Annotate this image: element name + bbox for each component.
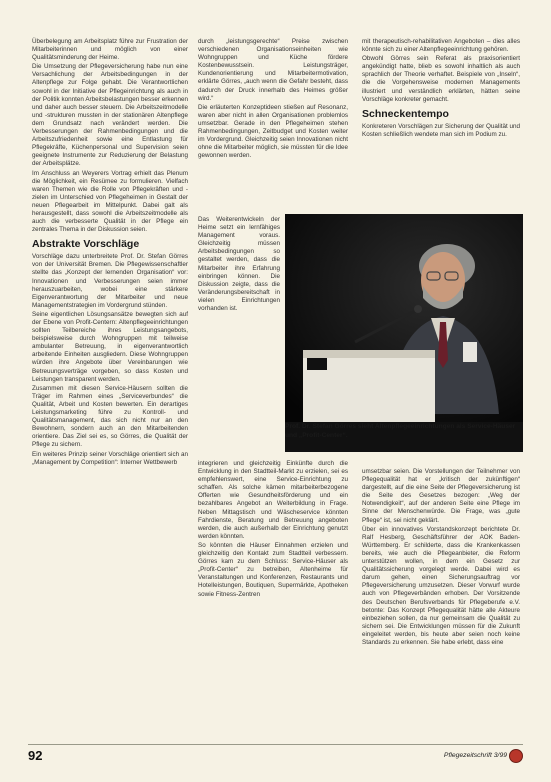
page-number: 92 [28,748,43,763]
article-column-2 [198,38,348,214]
paragraph: Die Umsetzung der Pflegeversicherung habe nun eine Versachlichung der Arbeitsbedingungen in der Altenpflege zur Folge gehabt. Die Verantwortlichen sowohl in der Initiative der Pflegeinrichtung als auch in der Politik konnten Arbeitsbelastungen besser erkennen und daher auch besser steuern. Die Arbeitszeitmodelle und -strukturen mussten in der stationären Altenpflege dem Grundsatz nach verändert werden. Die Verbesserungen der Rahmenbedingungen und die Arbeitszufriedenheit sowie eine Entlastung für Pflegekräfte, Küchenpersonal und Supervision seien geeignete Instrumente zur Reduzierung der Belastung der Arbeitsplätze. [32,63,188,168]
speaker-photo [285,214,523,452]
paragraph: Überbelegung am Arbeitsplatz führe zur Frustration der Mitarbeiterinnen und möglich von einer Qualitätsminderung der Heime. [32,38,188,62]
magazine-issue: Pflegezeitschrift 3/99 [443,752,507,759]
paragraph: Obwohl Görres sein Referat als praxisorientiert angekündigt hatte, blieb es sowohl inhaltlich als auch sprachlich der Theorie verhaftet. Beispiele von „Inseln“, die die Vorgehensweise modernen Managements illustriert und verständlich erklärten, hätten seine Vorschläge konkreter gemacht. [362,55,520,103]
section-heading-abstrakt: Abstrakte Vorschläge [32,238,140,251]
section-heading-schnecken: Schneckentempo [362,107,449,120]
paragraph: mit therapeutisch-rehabilitativen Angeboten – dies alles könnte sich zu einer Altenpflegeeinrichtung gehören. [362,38,520,54]
article-column-2-narrow [198,216,280,422]
article-column-3-top [362,38,520,140]
speaker-photo-image [285,214,523,422]
paragraph: Über ein innovatives Vorstandskonzept berichtete Dr. Ralf Hesberg, Geschäftsführer der AOK Baden-Württemberg. Er schilderte, dass die Krankenkassen bereits, wie auch die Pflegeanbieter, die Reform unterstützen wollen, in dem ein Gesetz zur Qualitätssicherung vorgelegt werde. Dabei wird es darum gehen, einen Sicherungsauftrag vor Pflegeversicherung umzusetzen. Dieser Vorwurf wurde auch von Pflegeverbänden erhoben. Der Vorsitzende des Deutschen Berufsverbands für Pflegeberufe e.V. betonte: Das Konzept Pflegequalität hätte alle Akteure einbeziehen sollen, da nur gemeinsam die Qualität zu sichern sei. Die Entwicklungen müssen für die Zukunft eingeleitet werden, bis heute aber seien noch keine Standards zu erkennen. Sie habe erlebt, dass eine [362,525,520,646]
paragraph: Ein weiteres Prinzip seiner Vorschläge orientiert sich an „Management by Competition“: Interner Wettbewerb [32,450,188,466]
magazine-logo-icon [509,749,523,763]
article-column-2-lower [198,460,348,740]
photo-caption: Prof. Dr. Stefan Görres sieht Altenpflegeeinrichtungen als Service-Häuser und „Profit-Center“. [285,423,516,439]
paragraph: integrieren und gleichzeitig Einkünfte durch die Entwicklung in den Stadtteil-Markt zu erzielen, sei es empfehlenswert, eine Service-Einrichtung zu schaffen. Als solche kämen mitarbeiterbezogene Offerten wie Gesundheitsförderung und ein bezahlbares Angebot an Weiterbildung in Frage. Neben Mittagstisch und Wäscheservice könnten Fahrdienste, Beratung und Betreuung angeboten werden, die auch außerhalb der Einrichtung genutzt werden könnten. [198,460,348,540]
footer-rule [28,744,523,745]
paragraph: Vorschläge dazu unterbreitete Prof. Dr. Stefan Görres von der Universität Bremen. Die Pflegewissenschaftler stellte das „Konzept der lernenden Organisation“ vor: Innovationen und Verbesserungen seien immer herauszuarbeiten, wobei eine stärkere Eigenverantwortung der Mitarbeiter und neue Managementstrategien im Vordergrund stünden. [32,253,188,309]
paragraph: Seine eigentlichen Lösungsansätze bewegten sich auf der Ebene von Profit-Centern: Altenpflegeeinrichtungen sollten Teilbereiche ihres Leistungsangebots, beispielsweise durch Wohngruppen mit teilweise ambulanter Betreuung, in eigenverantwortlich arbeitende Einheiten ausgliedern. Diese Wohngruppen würden ihre Angebote über Vereinbarungen wie Betreuungsverträge vorgeben, so dass Kosten und Leistungen transparent werden. [32,310,188,383]
paragraph: Im Anschluss an Weyerers Vortrag erhielt das Plenum die Möglichkeit, ein Resümee zu formulieren. Vielfach waren Themen wie die Rolle von Pflegekräften und -zielen im Unterschied von Pflegeheimen in Gestalt der neuen Pflegearbeit im Mittelpunkt. Dabei galt als herausgestellt, dass sowohl die Arbeitszeitmodelle als auch die verbesserte Qualität in der Pflege ein zentrales Thema in der Diskussion seien. [32,169,188,234]
paragraph: Das Weiterentwickeln der Heime setzt ein lernfähiges Management voraus. Gleichzeitig müssen Arbeitsbedingungen so gestaltet werden, dass die Mitarbeiter ihre Erfahrung einbringen können. Die Diskussion zeigte, dass die Veränderungsbereitschaft in vielen Einrichtungen vorhanden ist. [198,216,280,313]
article-column-3-bottom [362,468,520,740]
paragraph: Zusammen mit diesen Service-Häusern sollten die Träger im Rahmen eines „Serviceverbundes“ die Qualität, Arbeit und Kosten bewerten. Ein derartiges Leistungsmarketing führe zu Kontroll- und Qualitätsmanagement, das sich nicht nur an den Bewohnern, sondern auch an den Mitarbeitenden orientiere. Das Ziel sei es, so Görres, die Qualität der Pflege zu sichern. [32,384,188,449]
paragraph: So könnten die Häuser Einnahmen erzielen und gleichzeitig den Kontakt zum Stadtteil verbessern. Görres kam zu dem Schluss: Service-Häuser als „Profit-Center“ zu betreiben, Altenheime für Veranstaltungen und Konferenzen, Restaurants und Hotelleistungen, Boutiquen, Supermärkte, Apotheken sowie Fitness-Zentren [198,541,348,598]
paragraph: durch „leistungsgerechte“ Preise zwischen verschiedenen Organisationseinheiten wie Wohngruppen und Küche fördere Kostenbewusstsein. Leistungsträger, Kundenorientierung und Mitarbeitermotivation, erklärte Görres, „auch wenn die Gefahr besteht, dass dadurch der Druck innerhalb des Heimes größer wird.“ [198,38,348,102]
paragraph: Die erläuterten Konzeptideen stießen auf Resonanz, waren aber nicht in allen Organisationen problemlos umsetzbar. Gerade in den Pflegeheimen stehen Rahmenbedingungen, Zeitbudget und Kosten weiter im Vordergrund. Gleichzeitig seien Innovationen nicht ohne die Mitarbeiter möglich, sie müssten für die Idee gewonnen werden. [198,103,348,160]
article-column-1 [32,38,188,468]
paragraph: Konkreteren Vorschlägen zur Sicherung der Qualität und Kosten schließlich wendete man sich im Podium zu. [362,122,520,138]
paragraph: umsetzbar seien. Die Vorstellungen der Teilnehmer von Pflegequalität hat er „kritisch der zukünftigen“ dargestellt, auf die eine Seite der Pflegeversicherung ist die Seite des Gesetzes bezogen: „Weg der Notwendigkeit“, auf der anderen Seite eine Pflege im Sinne der Menschenwürde. Die Frage, was „gute Pflege“ ist, sei nicht geklärt. [362,468,520,524]
